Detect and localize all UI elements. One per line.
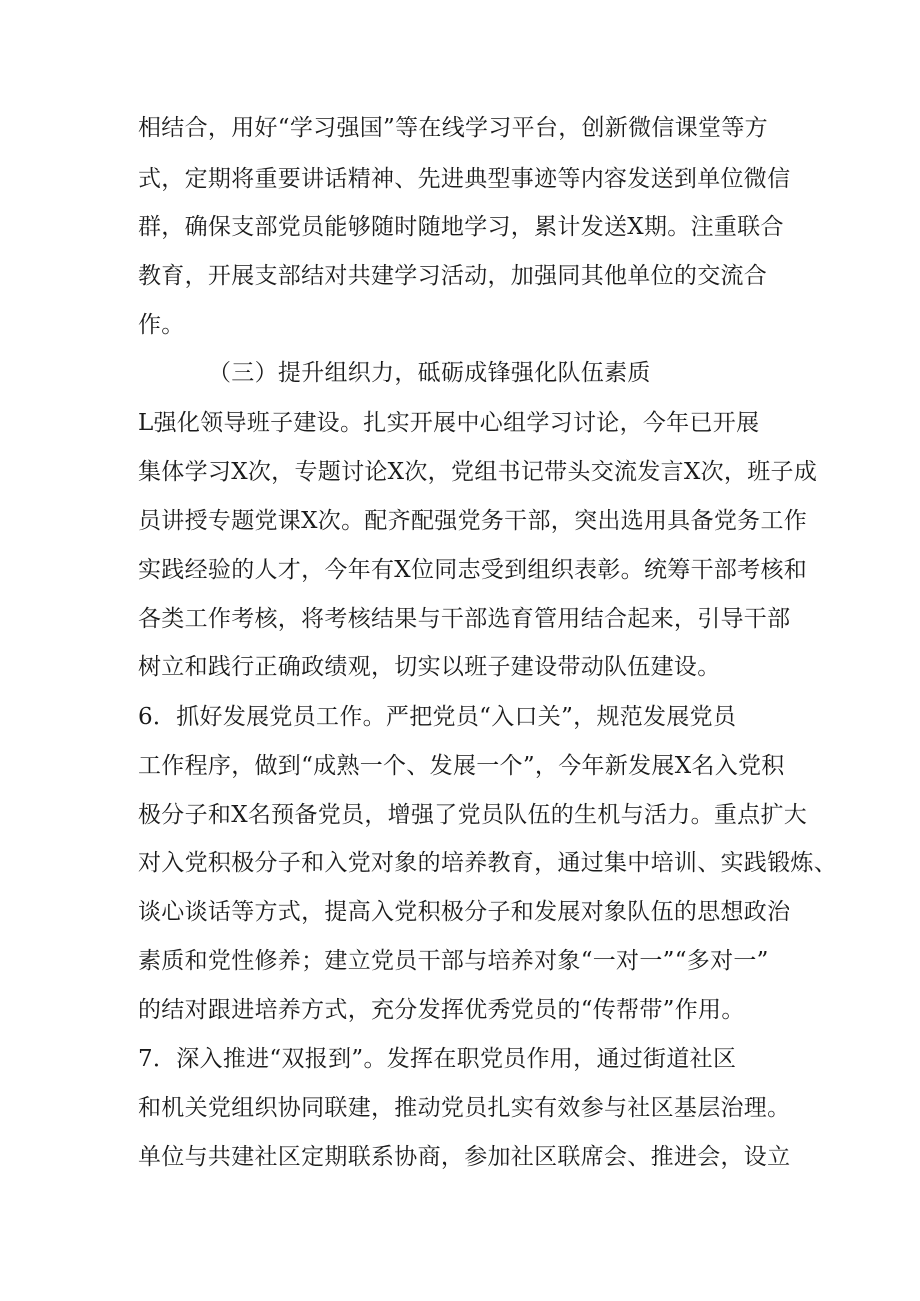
- text-line: 员讲授专题党课X次。配齐配强党务干部，突出选用具备党务工作: [138, 508, 808, 534]
- text-line: 集体学习X次，专题讨论X次，党组书记带头交流发言X次，班子成: [138, 459, 818, 485]
- text-line: 单位与共建社区定期联系协商，参加社区联席会、推进会，设立: [138, 1144, 791, 1170]
- text-line: 对入党积极分子和入党对象的培养教育，通过集中培训、实践锻炼、: [138, 850, 837, 876]
- text-line: 各类工作考核，将考核结果与干部选育管用结合起来，引导干部: [138, 606, 791, 632]
- text-line: 6．抓好发展党员工作。严把党员“入口关”，规范发展党员: [138, 704, 737, 730]
- text-line: 素质和党性修养；建立党员干部与培养对象“一对一”“多对一”: [138, 948, 769, 974]
- text-line: 7．深入推进“双报到”。发挥在职党员作用，通过街道社区: [138, 1046, 737, 1072]
- text-line: 极分子和X名预备党员，增强了党员队伍的生机与活力。重点扩大: [138, 802, 808, 828]
- text-line: 实践经验的人才，今年有X位同志受到组织表彰。统筹干部考核和: [138, 557, 808, 583]
- text-line: 教育，开展支部结对共建学习活动，加强同其他单位的交流合: [138, 263, 768, 289]
- text-line: 谈心谈话等方式，提高入党积极分子和发展对象队伍的思想政治: [138, 899, 791, 925]
- text-line: 作。: [138, 312, 185, 338]
- section-heading: （三）提升组织力，砥砺成锋强化队伍素质: [208, 360, 651, 386]
- text-line: 的结对跟进培养方式，充分发挥优秀党员的“传帮带”作用。: [138, 997, 745, 1023]
- text-line: 群，确保支部党员能够随时随地学习，累计发送X期。注重联合: [138, 214, 784, 240]
- text-line: 式，定期将重要讲话精神、先进典型事迹等内容发送到单位微信: [138, 166, 791, 192]
- text-line: L强化领导班子建设。扎实开展中心组学习讨论，今年已开展: [138, 410, 760, 436]
- text-line: 相结合，用好“学习强国”等在线学习平台，创新微信课堂等方: [138, 115, 768, 141]
- text-line: 工作程序，做到“成熟一个、发展一个”，今年新发展X名入党积: [138, 753, 785, 779]
- text-line: 和机关党组织协同联建，推动党员扎实有效参与社区基层治理。: [138, 1095, 791, 1121]
- text-line: 树立和践行正确政绩观，切实以班子建设带动队伍建设。: [138, 654, 721, 680]
